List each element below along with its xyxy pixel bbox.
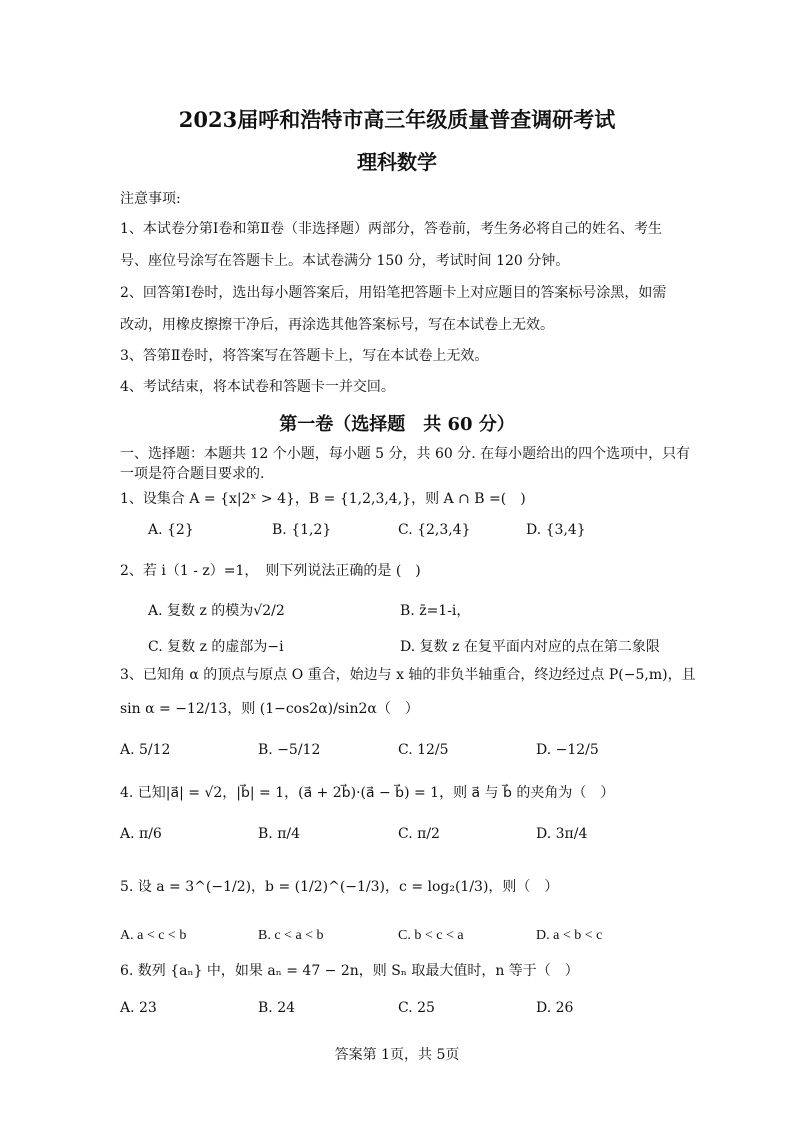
question-6-option-a: A. 23 [120,1000,157,1016]
question-4-option-c: C. π/2 [398,826,440,842]
question-2-stem: 2、若 i（1 - z）=1， 则下列说法正确的是 ( ) [120,563,421,579]
question-2-option-b: B. z̄=1-i， [400,603,471,619]
question-3-stem-2: sin α = −12/13，则 (1−cos2α)/sin2α（ ） [120,701,419,717]
question-3-option-b: B. −5/12 [258,742,321,758]
question-1-option-b: B. {1,2} [272,522,332,538]
notice-line: 4、考试结束，将本试卷和答题卡一并交回。 [120,379,395,395]
question-5-option-d: D. a < b < c [536,928,603,943]
question-4-stem: 4. 已知|a⃗| = √2，|b⃗| = 1，(a⃗ + 2b⃗)·(a⃗ − b⃗) = 1，则 a⃗ 与 b⃗ 的夹角为（ ） [120,785,615,801]
notice-line: 1、本试卷分第Ⅰ卷和第Ⅱ卷（非选择题）两部分，答卷前，考生务必将自己的姓名、考生 [120,221,662,237]
question-2-option-d: D. 复数 z 在复平面内对应的点在第二象限 [400,639,660,655]
question-3-option-a: A. 5/12 [120,742,171,758]
question-3-option-d: D. −12/5 [536,742,599,758]
question-4-option-a: A. π/6 [120,826,162,842]
question-6-option-b: B. 24 [258,1000,296,1016]
question-1-option-d: D. {3,4} [526,522,586,538]
question-1-option-c: C. {2,3,4} [398,522,471,538]
question-3-option-c: C. 12/5 [398,742,449,758]
question-2-option-c: C. 复数 z 的虚部为−i [148,639,284,655]
question-4-option-d: D. 3π/4 [536,826,588,842]
question-6-stem: 6. 数列 {aₙ} 中，如果 aₙ = 47 − 2n，则 Sₙ 取最大值时，n 等于（ ） [120,963,579,979]
question-4-option-b: B. π/4 [258,826,301,842]
exam-subject: 理科数学 [357,150,437,174]
question-5-option-c: C. b < c < a [398,928,464,943]
section-intro: 一项是符合题目要求的. [120,466,265,482]
notice-line: 3、答第Ⅱ卷时，将答案写在答题卡上，写在本试卷上无效。 [120,348,489,364]
notice-line: 号、座位号涂写在答题卡上。本试卷满分 150 分，考试时间 120 分钟。 [120,253,570,269]
question-1-stem: 1、设集合 A = {x|2ˣ > 4}，B = {1,2,3,4,}，则 A ∩ B =( ) [120,491,526,507]
notice-line: 2、回答第Ⅰ卷时，选出每小题答案后，用铅笔把答题卡上对应题目的答案标号涂黑，如需 [120,285,667,301]
question-2-option-a: A. 复数 z 的模为√2/2 [148,603,285,619]
question-3-stem: 3、已知角 α 的顶点与原点 O 重合，始边与 x 轴的非负半轴重合，终边经过点 P(−5,m)，且 [120,667,696,683]
question-5-stem: 5. 设 a = 3^(−1/2)，b = (1/2)^(−1/3)，c = log₂(1/3)，则（ ） [120,879,559,895]
question-5-option-b: B. c < a < b [258,928,324,943]
question-5-option-a: A. a < c < b [120,928,187,943]
question-6-option-c: C. 25 [398,1000,435,1016]
question-6-option-d: D. 26 [536,1000,574,1016]
page-footer: 答案第 1页，共 5页 [334,1047,460,1063]
question-1-option-a: A. {2} [148,522,194,538]
section-title: 第一卷（选择题 共 60 分） [279,414,515,435]
section-intro: 一、选择题：本题共 12 个小题，每小题 5 分，共 60 分. 在每小题给出的四个选项中，只有 [120,446,691,462]
notice-line: 改动，用橡皮擦擦干净后，再涂选其他答案标号，写在本试卷上无效。 [120,317,554,333]
notice-heading: 注意事项: [120,191,181,207]
exam-title: 2023届呼和浩特市高三年级质量普查调研考试 [178,107,616,132]
